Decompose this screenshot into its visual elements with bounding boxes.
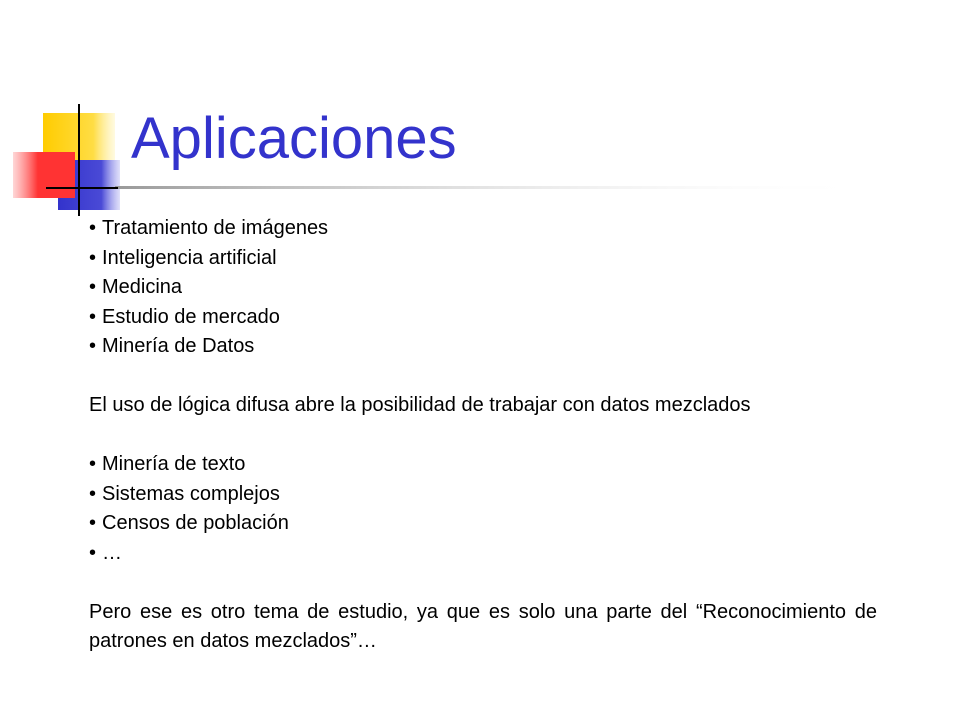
list-item xyxy=(89,244,877,274)
list-item-text: Minería de texto xyxy=(102,453,246,475)
slide-title: Aplicaciones xyxy=(131,106,457,171)
list-item xyxy=(89,273,877,303)
mixed-data-list xyxy=(89,450,877,568)
list-item xyxy=(89,539,877,569)
list-item xyxy=(89,450,877,480)
list-item-text: Sistemas complejos xyxy=(102,482,280,505)
applications-list xyxy=(89,214,877,362)
list-item xyxy=(89,332,877,362)
deco-horizontal-line xyxy=(46,187,118,189)
bullet-glyph: • xyxy=(89,305,97,328)
list-item-text: Inteligencia artificial xyxy=(102,246,277,269)
bullet-glyph: • xyxy=(89,335,97,357)
list-item xyxy=(89,480,877,510)
list-item-text: Medicina xyxy=(102,276,183,298)
list-item xyxy=(89,509,877,539)
closing-paragraph: Pero ese es otro tema de estudio, ya que es solo una parte del “Reconocimiento de patrones en datos mezclados”… xyxy=(89,600,877,652)
deco-vertical-line xyxy=(78,104,80,216)
spacer xyxy=(89,568,877,598)
bullet-glyph: • xyxy=(89,541,97,564)
list-item xyxy=(89,303,877,333)
slide-body xyxy=(89,214,877,657)
bullet-glyph: • xyxy=(89,453,97,475)
deco-gradient-rule xyxy=(115,186,875,189)
list-item-text: Estudio de mercado xyxy=(102,305,280,328)
list-item-text: Minería de Datos xyxy=(102,335,255,357)
bullet-glyph: • xyxy=(89,217,97,239)
bullet-glyph: • xyxy=(89,512,97,534)
list-item-text: Censos de población xyxy=(102,512,289,534)
bullet-glyph: • xyxy=(89,276,97,298)
bullet-glyph: • xyxy=(89,482,97,505)
spacer xyxy=(89,362,877,392)
spacer xyxy=(89,421,877,451)
list-item-text: … xyxy=(102,541,123,564)
list-item-text: Tratamiento de imágenes xyxy=(102,217,329,239)
bullet-glyph: • xyxy=(89,246,97,269)
deco-red-square xyxy=(13,152,75,198)
mixed-data-paragraph: El uso de lógica difusa abre la posibilidad de trabajar con datos mezclados xyxy=(89,394,751,416)
list-item xyxy=(89,214,877,244)
